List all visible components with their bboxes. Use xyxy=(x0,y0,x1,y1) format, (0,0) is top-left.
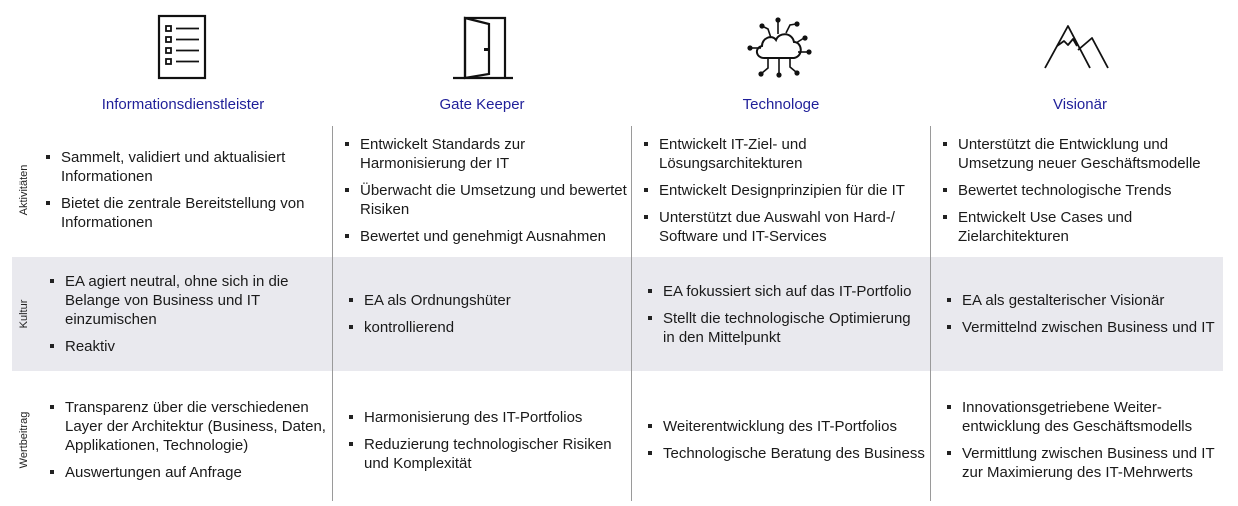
cell-kultur-technologe xyxy=(645,257,915,371)
cell-wertbeitrag-technologe xyxy=(645,378,925,502)
list-item: EA als Ordnungshüter xyxy=(346,291,628,310)
list-item: Auswertungen auf Anfrage xyxy=(47,463,330,482)
list-item: Stellt die technologische Optimierung in den Mittelpunkt xyxy=(645,309,915,347)
cell-kultur-informationsdienstleister xyxy=(47,257,330,371)
list-item: Unterstützt die Entwicklung und Umsetzung neuer Geschäftsmodelle xyxy=(940,135,1226,173)
door-icon xyxy=(447,12,517,82)
row-label-kultur: Kultur xyxy=(18,299,30,329)
list-item: Entwickelt Designprinzipien für die IT xyxy=(641,181,927,200)
cell-kultur-visionaer xyxy=(944,257,1219,371)
list-item: kontrollierend xyxy=(346,318,628,337)
list-item: Technologische Beratung des Business xyxy=(645,444,925,463)
column-divider xyxy=(332,126,333,501)
list-item: Weiterentwicklung des IT-Portfolios xyxy=(645,417,925,436)
cell-kultur-gate-keeper xyxy=(346,257,628,371)
checklist-icon xyxy=(148,12,218,82)
list-item: Bewertet und genehmigt Ausnahmen xyxy=(342,227,628,246)
list-item: Entwickelt IT-Ziel- und Lösungsarchitekturen xyxy=(641,135,927,173)
list-item: Bewertet technologische Trends xyxy=(940,181,1226,200)
col-title-technologe: Technologe xyxy=(742,96,820,113)
list-item: Reduzierung technologischer Risiken und Komplexität xyxy=(346,435,628,473)
list-item: Überwacht die Umsetzung und bewertet Risiken xyxy=(342,181,628,219)
list-item: Sammelt, validiert und aktualisiert Informationen xyxy=(43,148,330,186)
list-item: Harmonisierung des IT-Portfolios xyxy=(346,408,628,427)
column-divider xyxy=(930,126,931,501)
list-item: Innovationsgetriebene Weiter-entwicklung des Geschäftsmodells xyxy=(944,398,1219,436)
mountain-icon xyxy=(1042,12,1112,82)
cell-aktivitaeten-gate-keeper xyxy=(342,130,628,250)
list-item: Entwickelt Standards zur Harmonisierung der IT xyxy=(342,135,628,173)
cell-aktivitaeten-technologe xyxy=(641,130,927,250)
cell-wertbeitrag-visionaer xyxy=(944,378,1219,502)
list-item: EA als gestalterischer Visionär xyxy=(944,291,1219,310)
list-item: Reaktiv xyxy=(47,337,330,356)
list-item: Bietet die zentrale Bereitstellung von Informationen xyxy=(43,194,330,232)
row-label-aktivitaeten: Aktivitäten xyxy=(18,164,30,216)
list-item: Vermittelnd zwischen Business und IT xyxy=(944,318,1219,337)
cell-aktivitaeten-visionaer xyxy=(940,130,1226,250)
list-item: Vermittlung zwischen Business und IT zur Maximierung des IT-Mehrwerts xyxy=(944,444,1219,482)
cell-wertbeitrag-gate-keeper xyxy=(346,378,628,502)
column-divider xyxy=(631,126,632,501)
list-item: EA agiert neutral, ohne sich in die Belange von Business und IT einzumischen xyxy=(47,272,330,329)
cell-aktivitaeten-informationsdienstleister xyxy=(43,130,330,250)
list-item: EA fokussiert sich auf das IT-Portfolio xyxy=(645,282,915,301)
col-title-gate-keeper: Gate Keeper xyxy=(439,96,525,113)
list-item: Unterstützt due Auswahl von Hard-/ Software und IT-Services xyxy=(641,208,927,246)
col-title-visionaer: Visionär xyxy=(1053,96,1107,113)
list-item: Entwickelt Use Cases und Zielarchitekturen xyxy=(940,208,1226,246)
cell-wertbeitrag-informationsdienstleister xyxy=(47,378,330,502)
row-label-wertbeitrag: Wertbeitrag xyxy=(18,411,30,469)
list-item: Transparenz über die verschiedenen Layer der Architektur (Business, Daten, Applikationen, Technologie) xyxy=(47,398,330,455)
cloud-network-icon xyxy=(744,12,814,82)
col-title-informationsdienstleister: Informationsdienstleister xyxy=(101,96,265,113)
